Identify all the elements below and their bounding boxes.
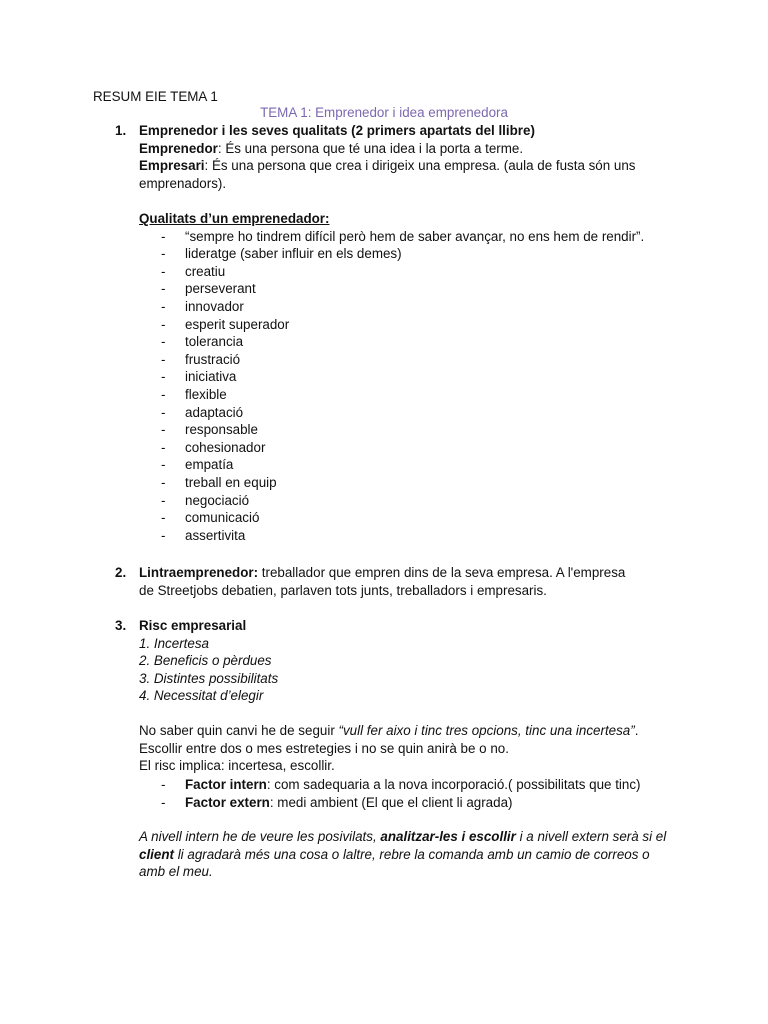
dash-bullet: - xyxy=(161,422,166,438)
numbered-item: 2. Beneficis o pèrdues xyxy=(139,653,272,669)
list-item xyxy=(0,386,768,404)
list-item-text: adaptació xyxy=(185,404,244,420)
list-item xyxy=(0,280,768,298)
section-2-line-2: de Streetjobs debatien, parlaven tots junts, treballadors i empresaris. xyxy=(139,582,547,598)
factor-text: : com sadequaria a la nova incorporació.( possibilitats que tinc) xyxy=(266,777,641,792)
list-item xyxy=(0,439,768,457)
section-3-body xyxy=(139,617,679,705)
dash-bullet: - xyxy=(161,492,166,508)
list-item xyxy=(0,776,768,794)
list-item xyxy=(0,245,768,263)
closing-paragraph xyxy=(139,828,679,881)
dash-bullet: - xyxy=(161,439,166,455)
list-item-text: frustració xyxy=(185,351,241,367)
list-item-text: “sempre ho tindrem difícil però hem de saber avançar, no ens hem de rendir”. xyxy=(185,228,645,244)
section-2-body xyxy=(139,564,679,599)
list-item-text: creatiu xyxy=(185,263,226,279)
dash-bullet: - xyxy=(161,281,166,297)
dash-bullet: - xyxy=(161,298,166,314)
list-item-text: assertivita xyxy=(185,527,246,543)
list-item xyxy=(0,351,768,369)
definition-emprenedor xyxy=(139,140,679,158)
list-item xyxy=(0,404,768,422)
list-item-text: cohesionador xyxy=(185,439,266,455)
definition-text: : És una persona que crea i dirigeix una empresa. (aula de fusta són uns xyxy=(204,158,636,174)
section-2-text: treballador que empren dins de la seva empresa. A l'empresa xyxy=(258,565,626,580)
topic-title: TEMA 1: Emprenedor i idea emprenedora xyxy=(260,105,508,120)
closing-text: li agradarà més una cosa o laltre, rebre la comanda amb un camio de correos o amb el meu. xyxy=(139,846,650,880)
dash-bullet: - xyxy=(161,794,166,810)
dash-bullet: - xyxy=(161,386,166,402)
qualities-list xyxy=(0,228,768,545)
section-2-term: Lintraemprenedor: xyxy=(139,565,259,580)
list-item xyxy=(0,456,768,474)
document-title: RESUM EIE TEMA 1 xyxy=(93,89,218,104)
closing-bold: client xyxy=(139,846,174,862)
definition-text: : És una persona que té una idea i la porta a terme. xyxy=(217,140,524,156)
risk-quote: “vull fer aixo i tinc tres opcions, tinc una incertesa” xyxy=(338,723,635,738)
factor-extern xyxy=(185,794,512,812)
dash-bullet: - xyxy=(161,510,166,526)
risk-paragraph-3: El risc implica: incertesa, escollir. xyxy=(139,758,335,774)
closing-text: A nivell intern he de veure les posivilats, xyxy=(139,829,381,844)
numbered-item: 3. Distintes possibilitats xyxy=(139,670,279,686)
dash-bullet: - xyxy=(161,351,166,367)
section-2-number: 2. xyxy=(115,565,127,580)
section-3-number: 3. xyxy=(115,618,127,633)
dash-bullet: - xyxy=(161,457,166,473)
list-item-text: negociació xyxy=(185,492,250,508)
numbered-item: 1. Incertesa xyxy=(139,635,209,651)
definition-empresari xyxy=(139,157,679,175)
definition-term: Emprenedor xyxy=(139,140,218,156)
list-item-text: lideratge (saber influir en els demes) xyxy=(185,246,402,262)
list-item-text: iniciativa xyxy=(185,369,237,385)
list-item xyxy=(0,527,768,545)
list-item xyxy=(0,298,768,316)
list-item xyxy=(0,794,768,812)
dash-bullet: - xyxy=(161,777,166,792)
factors-list xyxy=(0,776,768,811)
risk-paragraph-1 xyxy=(139,722,679,740)
risk-text-end: . xyxy=(634,723,639,738)
risk-paragraph-2: Escollir entre dos o mes estretegies i no se quin anirà be o no. xyxy=(139,740,509,756)
definition-continuation: emprenadors). xyxy=(139,175,227,191)
factor-intern xyxy=(185,776,641,794)
definition-term: Empresari xyxy=(139,158,205,174)
dash-bullet: - xyxy=(161,316,166,332)
section-2-line-1 xyxy=(139,564,679,582)
list-item xyxy=(0,316,768,334)
section-1-number: 1. xyxy=(115,123,127,138)
list-item-text: esperit superador xyxy=(185,316,290,332)
closing-bold: analitzar-les i escollir xyxy=(380,829,516,844)
numbered-item: 4. Necessitat d’elegir xyxy=(139,688,264,704)
dash-bullet: - xyxy=(161,474,166,490)
section-1-heading: Emprenedor i les seves qualitats (2 primers apartats del llibre) xyxy=(139,123,535,138)
dash-bullet: - xyxy=(161,263,166,279)
list-item-text: innovador xyxy=(185,298,244,314)
list-item xyxy=(0,263,768,281)
list-item-text: tolerancia xyxy=(185,334,244,350)
dash-bullet: - xyxy=(161,228,166,244)
list-item-text: treball en equip xyxy=(185,474,277,490)
dash-bullet: - xyxy=(161,334,166,350)
factor-text: : medi ambient (El que el client li agrada) xyxy=(269,794,513,810)
list-item xyxy=(0,492,768,510)
list-item-text: flexible xyxy=(185,386,227,402)
list-item-text: responsable xyxy=(185,422,258,438)
section-3-heading: Risc empresarial xyxy=(139,618,247,633)
factor-term: Factor intern xyxy=(185,777,267,792)
list-item-text: comunicació xyxy=(185,510,260,526)
dash-bullet: - xyxy=(161,369,166,385)
qualities-heading: Qualitats d’un emprenedador: xyxy=(139,211,330,226)
list-item xyxy=(0,509,768,527)
list-item xyxy=(0,474,768,492)
list-item-text: empatía xyxy=(185,457,234,473)
dash-bullet: - xyxy=(161,246,166,262)
section-1-body xyxy=(139,122,679,192)
list-item xyxy=(0,333,768,351)
factor-term: Factor extern xyxy=(185,794,270,810)
list-item-text: perseverant xyxy=(185,281,256,297)
list-item xyxy=(0,228,768,246)
dash-bullet: - xyxy=(161,404,166,420)
dash-bullet: - xyxy=(161,527,166,543)
list-item xyxy=(0,368,768,386)
risk-text: No saber quin canvi he de seguir xyxy=(139,723,339,738)
list-item xyxy=(0,421,768,439)
closing-text: i a nivell extern serà si el xyxy=(515,829,667,844)
